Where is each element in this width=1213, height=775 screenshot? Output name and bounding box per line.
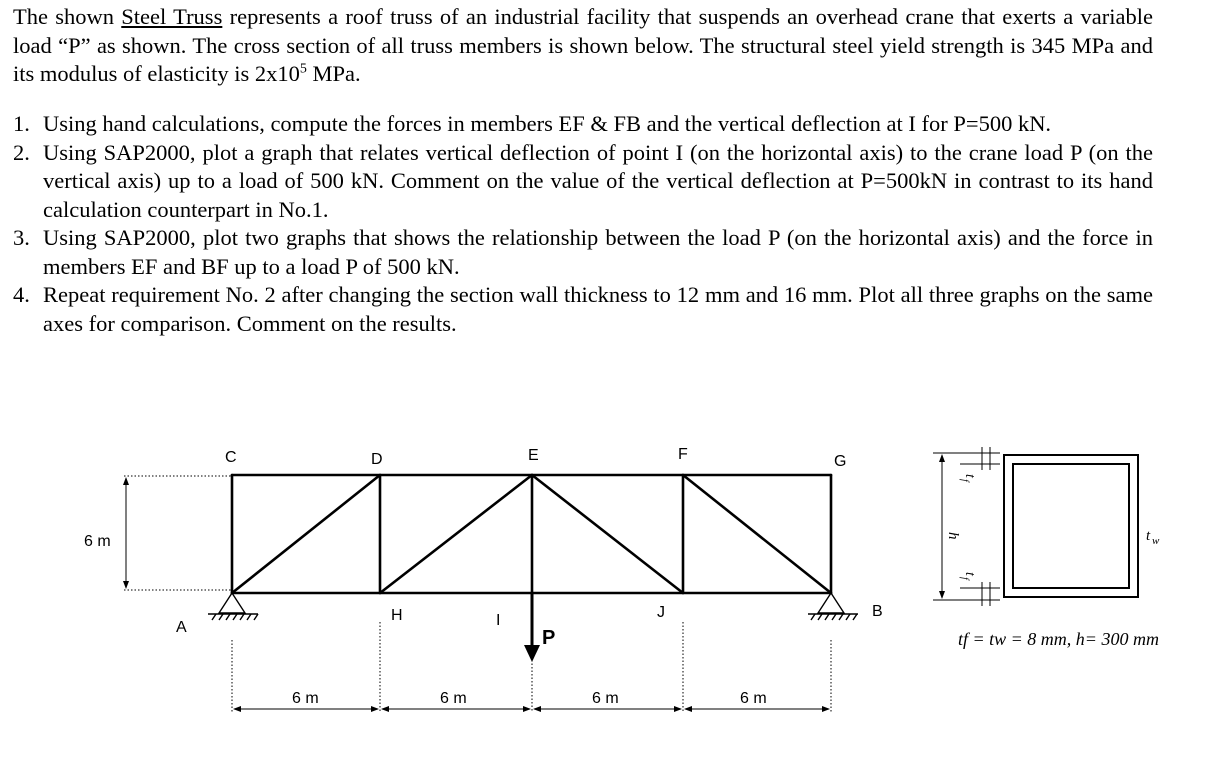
load-label: P [542,627,556,649]
node-label: A [176,619,187,636]
section-h-label: h [945,532,961,540]
member-he [380,475,532,593]
support-a [208,593,258,620]
tw-label [1146,528,1160,547]
requirement-number: 2. [13,139,30,165]
support-b [808,593,858,620]
node-label: I [496,612,501,629]
intro-text-3: MPa. [306,61,361,86]
node-label: C [225,449,237,466]
tf-label-top [959,474,977,483]
steel-truss-underlined: Steel Truss [121,4,223,29]
intro-text-1: The shown [13,4,122,29]
intro-text-2: represents a roof truss of an industrial facility that suspends an overhead crane that exerts a variable load “P” as shown. The cross section of all truss members is shown below. The structural steel yield strength is 345 MPa and its modulus of elasticity is 2x10 [13,4,1153,86]
exponent: 5 [299,61,307,77]
requirement-number: 4. [13,282,30,307]
span-label: 6 m [292,690,319,707]
node-label: B [872,603,883,620]
span-label: 6 m [440,690,467,707]
box-section [1004,455,1138,597]
requirement-number: 1. [13,111,30,136]
member-fb [683,475,831,593]
tw-subscript: w [1152,535,1160,547]
section-caption: tf = tw = 8 mm, h= 300 mm [958,629,1159,649]
tw-label-t: t [1146,528,1151,544]
tf-label: t [962,474,977,478]
requirement-number: 3. [13,225,30,250]
requirement-text: Using SAP2000, plot two graphs that shows the relationship between the load P (on the horizontal axis) and the force in members EF and BF up to a load P of 500 kN. [43,225,1153,279]
node-label: H [391,607,403,624]
node-label: J [657,604,665,621]
requirement-text: Using hand calculations, compute the forces in members EF & FB and the vertical deflection at I for P=500 kN. [43,111,1052,136]
tf-subscript: f [959,577,970,580]
member-ej [532,475,683,593]
section-h-dimension [933,447,1000,606]
load-arrow [524,593,540,662]
height-label: 6 m [84,533,111,550]
span-label: 6 m [740,690,767,707]
node-label: E [528,447,539,464]
requirement-text: Using SAP2000, plot a graph that relates vertical deflection of point I (on the horizontal axis) to the crane load P (on the vertical axis) up to a load of 500 kN. Comment on the value of the vertical deflection at P=500kN in contrast to its hand calculation counterpart in No.1. [43,139,1153,222]
height-dimension [124,476,233,590]
tf-label-bottom [959,572,977,581]
tf-subscript: f [959,479,970,482]
node-label: F [678,446,688,463]
span-label: 6 m [592,690,619,707]
member-ad [232,475,380,593]
truss-members [232,475,831,593]
tf-label: t [962,572,977,576]
node-label: G [834,453,847,470]
node-label: D [371,451,383,468]
requirement-text: Repeat requirement No. 2 after changing the section wall thickness to 12 mm and 16 mm. Plot all three graphs on the same axes for comparison. Comment on the results. [43,282,1153,336]
